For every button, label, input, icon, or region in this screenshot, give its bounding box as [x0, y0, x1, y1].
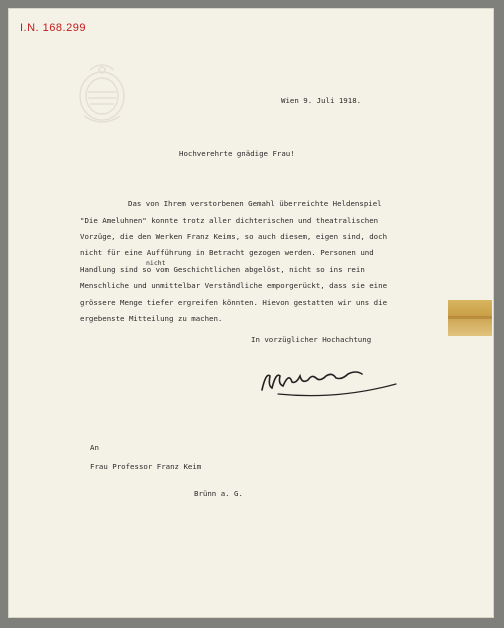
- adhesive-tape: [448, 300, 492, 336]
- body-line: Das von Ihrem verstorbenen Gemahl überreichte Heldenspiel: [128, 199, 382, 208]
- recipient-city: Brünn a. G.: [194, 489, 243, 498]
- body-line: nicht für eine Aufführung in Betracht gezogen werden. Personen und: [80, 248, 374, 257]
- body-line: "Die Ameluhnen" konnte trotz aller dichterischen und theatralischen: [80, 216, 379, 225]
- salutation: Hochverehrte gnädige Frau!: [179, 149, 295, 158]
- body-line: Vorzüge, die den Werken Franz Keims, so auch diesem, eigen sind, doch: [80, 232, 388, 241]
- reference-number: I.N. 168.299: [20, 22, 86, 34]
- handwritten-signature: [258, 368, 408, 398]
- body-line: grössere Menge tiefer ergreifen könnten. Hievon gestatten wir uns die: [80, 298, 388, 307]
- letter-page: [8, 8, 494, 618]
- recipient-prefix: An: [90, 443, 99, 452]
- body-line: ergebenste Mitteilung zu machen.: [80, 314, 223, 323]
- body-line: Menschliche und unmittelbar Verständliche emporgerückt, dass sie eine: [80, 281, 388, 290]
- embossed-seal-icon: [74, 60, 130, 128]
- recipient-name: Frau Professor Franz Keim: [90, 462, 202, 471]
- closing-line: In vorzüglicher Hochachtung: [251, 335, 372, 344]
- body-line: Handlung sind so vom Geschichtlichen abgelöst, nicht so ins rein: [80, 265, 365, 274]
- inserted-word: nicht: [146, 259, 166, 267]
- date-line: Wien 9. Juli 1918.: [281, 96, 362, 105]
